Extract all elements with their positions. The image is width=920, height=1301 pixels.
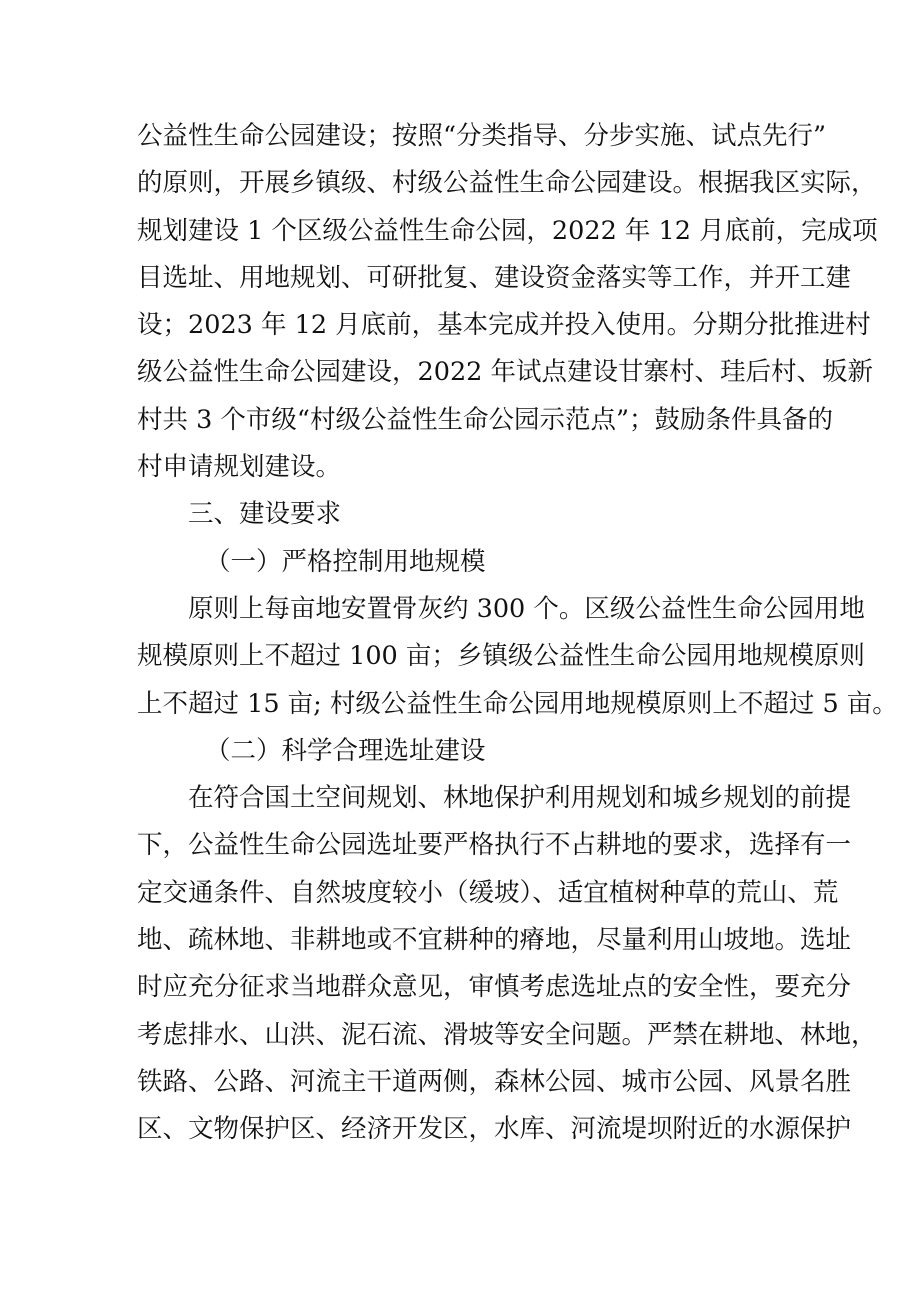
body-text-line: 考虑排水、山洪、泥石流、滑坡等安全问题。严禁在耕地、林地， [137,1019,877,1050]
body-text-line: 地、疏林地、非耕地或不宜耕种的瘠地，尽量利用山坡地。选址 [137,925,852,956]
body-text-line: 的原则，开展乡镇级、村级公益性生命公园建设。根据我区实际， [137,168,877,199]
subsection-heading: （一）严格控制用地规模 [205,546,486,577]
document-body [137,113,898,1154]
body-text-line: 级公益性生命公园建设，2022 年试点建设甘寨村、珪后村、坂新 [137,357,874,388]
body-text-line: 村共 3 个市级“村级公益性生命公园示范点”；鼓励条件具备的 [137,404,834,435]
body-text-line: 目选址、用地规划、可研批复、建设资金落实等工作，并开工建 [137,262,852,293]
body-text-line: 铁路、公路、河流主干道两侧，森林公园、城市公园、风景名胜 [137,1066,852,1097]
body-text-line: 定交通条件、自然坡度较小（缓坡）、适宜植树种草的荒山、荒 [137,877,839,908]
body-text-line: 下，公益性生命公园选址要严格执行不占耕地的要求，选择有一 [137,830,852,861]
body-text-line: 原则上每亩地安置骨灰约 300 个。区级公益性生命公园用地 [188,593,865,624]
section-heading: 三、建设要求 [188,499,342,530]
body-text-line: 在符合国土空间规划、林地保护利用规划和城乡规划的前提 [188,783,852,814]
body-text-line: 规划建设 1 个区级公益性生命公园，2022 年 12 月底前，完成项 [137,215,878,246]
subsection-heading: （二）科学合理选址建设 [205,735,486,766]
body-text-line: 时应充分征求当地群众意见，审慎考虑选址点的安全性，要充分 [137,972,852,1003]
body-text-line: 上不超过 15 亩; 村级公益性生命公园用地规模原则上不超过 5 亩。 [137,688,898,719]
body-text-line: 设；2023 年 12 月底前，基本完成并投入使用。分期分批推进村 [137,310,871,341]
body-text-line: 村申请规划建设。 [137,452,342,483]
body-text-line: 区、文物保护区、经济开发区，水库、河流堤坝附近的水源保护 [137,1114,852,1145]
body-text-line: 规模原则上不超过 100 亩；乡镇级公益性生命公园用地规模原则 [137,641,865,672]
body-text-line: 公益性生命公园建设；按照“分类指导、分步实施、试点先行” [137,121,827,151]
